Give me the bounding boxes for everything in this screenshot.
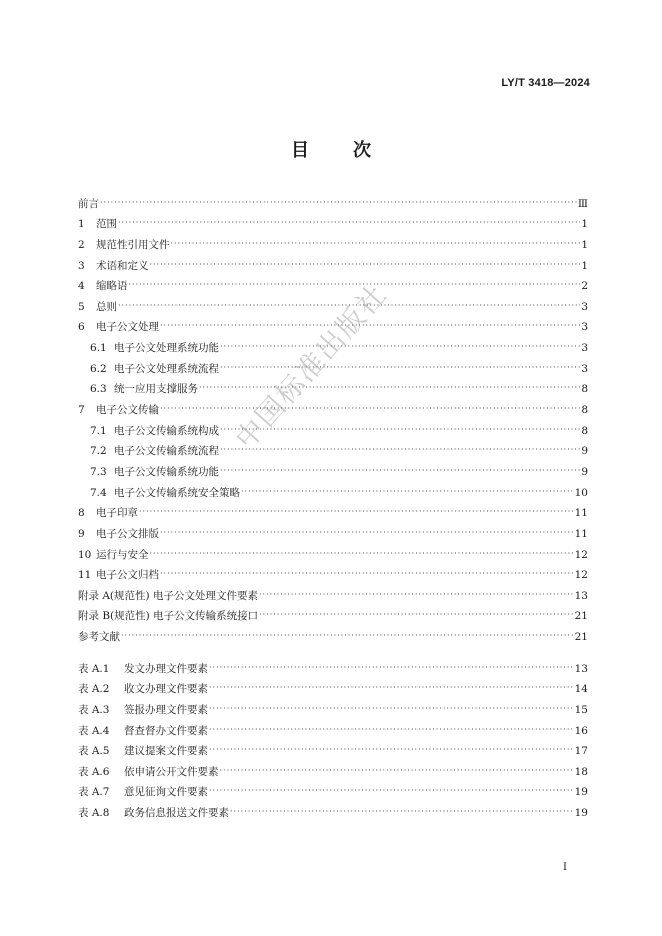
dot-leader	[259, 588, 574, 602]
title-char-1: 目	[291, 140, 309, 161]
entry-number: 6	[78, 321, 85, 334]
dot-leader	[220, 764, 574, 778]
entry-page: 1	[581, 218, 588, 231]
entry-number: 9	[78, 527, 85, 540]
entry-number: 8	[78, 507, 85, 520]
entry-page: 2	[581, 280, 588, 293]
toc-entry[interactable]	[78, 211, 588, 232]
dot-leader	[209, 661, 574, 675]
entry-title: 电子公文处理系统功能	[114, 342, 219, 355]
entry-number: 7.3	[90, 465, 107, 478]
entry-number: 6.1	[90, 342, 107, 355]
dot-leader	[230, 805, 574, 819]
dot-leader	[118, 299, 580, 313]
dot-leader	[121, 629, 574, 643]
entry-number: 表 A.3	[78, 703, 110, 716]
dot-leader	[171, 237, 581, 251]
entry-title: 督查督办文件要素	[124, 724, 208, 737]
entry-page: 13	[574, 589, 588, 602]
entry-page: 12	[574, 569, 588, 582]
entry-page: 15	[574, 703, 588, 716]
entry-number: 表 A.7	[78, 786, 110, 799]
dot-leader	[160, 319, 580, 333]
entry-number: 1	[78, 218, 85, 231]
toc-entry[interactable]	[78, 252, 588, 273]
entry-number: 表 A.2	[78, 683, 110, 696]
entry-number: 表 A.4	[78, 724, 110, 737]
dot-leader	[220, 361, 580, 375]
entry-title: 附录 A(规范性) 电子公文处理文件要素	[78, 589, 258, 602]
entry-page: 3	[581, 342, 588, 355]
entry-page: 3	[581, 300, 588, 313]
dot-leader	[160, 526, 574, 540]
entry-number: 2	[78, 238, 85, 251]
entry-number: 表 A.1	[78, 662, 110, 675]
entry-title: 缩略语	[96, 280, 128, 293]
toc-entry[interactable]	[78, 458, 588, 479]
entry-page: 12	[574, 548, 588, 561]
entry-page: 16	[574, 724, 588, 737]
dot-leader	[139, 505, 574, 519]
entry-page: 19	[574, 807, 588, 820]
dot-leader	[209, 784, 574, 798]
toc-entry[interactable]	[78, 603, 588, 624]
toc-entry[interactable]	[78, 293, 588, 314]
toc-entry[interactable]	[78, 231, 588, 252]
table-of-contents	[78, 190, 588, 644]
toc-entry[interactable]	[78, 479, 588, 500]
toc-entry[interactable]	[78, 623, 588, 644]
entry-title: 参考文献	[78, 631, 120, 644]
entry-page: 8	[581, 383, 588, 396]
dot-leader	[100, 196, 577, 210]
entry-page: 21	[574, 610, 588, 623]
entry-page: 8	[581, 404, 588, 417]
dot-leader	[160, 402, 580, 416]
list-of-tables	[78, 655, 588, 820]
entry-title: 术语和定义	[96, 259, 149, 272]
page-number: I	[563, 862, 567, 873]
dot-leader	[220, 443, 580, 457]
entry-number: 5	[78, 300, 85, 313]
table-list-entry[interactable]	[78, 779, 588, 800]
toc-entry[interactable]	[78, 500, 588, 521]
entry-title: 电子公文传输系统功能	[114, 465, 219, 478]
entry-title: 电子印章	[96, 507, 138, 520]
entry-number: 10	[78, 548, 92, 561]
dot-leader	[199, 381, 580, 395]
entry-title: 意见征询文件要素	[124, 786, 208, 799]
dot-leader	[209, 723, 574, 737]
entry-number: 表 A.8	[78, 807, 110, 820]
table-list-entry[interactable]	[78, 717, 588, 738]
toc-entry[interactable]	[78, 376, 588, 397]
toc-entry[interactable]	[78, 417, 588, 438]
entry-number: 6.3	[90, 383, 107, 396]
entry-title: 电子公文传输系统流程	[114, 445, 219, 458]
entry-title: 规范性引用文件	[96, 238, 170, 251]
table-list-entry[interactable]	[78, 738, 588, 759]
entry-number: 7.4	[90, 486, 107, 499]
entry-title: 总则	[96, 300, 117, 313]
entry-number: 表 A.6	[78, 765, 110, 778]
toc-entry[interactable]	[78, 355, 588, 376]
toc-entry[interactable]	[78, 582, 588, 603]
table-list-entry[interactable]	[78, 696, 588, 717]
table-list-entry[interactable]	[78, 758, 588, 779]
entry-page: 3	[581, 321, 588, 334]
dot-leader	[209, 681, 574, 695]
entry-number: 6.2	[90, 362, 107, 375]
entry-number: 表 A.5	[78, 745, 110, 758]
dot-leader	[220, 464, 580, 478]
entry-title: 收文办理文件要素	[124, 683, 208, 696]
entry-number: 11	[78, 569, 92, 582]
toc-entry[interactable]	[78, 314, 588, 335]
toc-entry[interactable]	[78, 562, 588, 583]
entry-page: 17	[574, 745, 588, 758]
dot-leader	[150, 258, 581, 272]
entry-title: 附录 B(规范性) 电子公文传输系统接口	[78, 610, 259, 623]
watermark: 中国标准出版社	[228, 277, 394, 456]
page-title	[0, 136, 662, 162]
entry-page: 3	[581, 362, 588, 375]
entry-page: 9	[581, 445, 588, 458]
dot-leader	[209, 743, 574, 757]
entry-page: 8	[581, 424, 588, 437]
table-list-entry[interactable]	[78, 676, 588, 697]
dot-leader	[220, 423, 580, 437]
entry-title: 范围	[96, 218, 117, 231]
entry-page: 19	[574, 786, 588, 799]
dot-leader	[259, 608, 574, 622]
entry-title: 电子公文排版	[96, 527, 159, 540]
entry-page: 14	[574, 683, 588, 696]
dot-leader	[129, 278, 581, 292]
entry-page: 9	[581, 465, 588, 478]
dot-leader	[118, 216, 580, 230]
entry-page: 21	[574, 631, 588, 644]
entry-page: Ⅲ	[577, 197, 588, 210]
entry-title: 统一应用支撑服务	[114, 383, 198, 396]
dot-leader	[150, 547, 574, 561]
entry-page: 1	[581, 259, 588, 272]
entry-page: 10	[574, 486, 588, 499]
standard-number: LY/T 3418—2024	[501, 77, 590, 89]
toc-entry[interactable]	[78, 190, 588, 211]
entry-title: 建议提案文件要素	[124, 745, 208, 758]
toc-entry[interactable]	[78, 273, 588, 294]
entry-title: 签报办理文件要素	[124, 703, 208, 716]
entry-number: 7.2	[90, 445, 107, 458]
entry-number: 4	[78, 280, 85, 293]
title-char-2: 次	[353, 140, 371, 161]
toc-entry[interactable]	[78, 396, 588, 417]
entry-number: 3	[78, 259, 85, 272]
dot-leader	[241, 485, 574, 499]
entry-title: 政务信息报送文件要素	[124, 807, 229, 820]
entry-title: 电子公文传输系统构成	[114, 424, 219, 437]
entry-page: 18	[574, 765, 588, 778]
entry-number: 7.1	[90, 424, 107, 437]
entry-title: 电子公文传输	[96, 404, 159, 417]
entry-title: 发文办理文件要素	[124, 662, 208, 675]
entry-title: 电子公文处理系统流程	[114, 362, 219, 375]
table-list-entry[interactable]	[78, 655, 588, 676]
entry-title: 前言	[78, 197, 99, 210]
entry-title: 电子公文归档	[96, 569, 159, 582]
entry-page: 11	[574, 507, 588, 520]
entry-page: 13	[574, 662, 588, 675]
toc-entry[interactable]	[78, 334, 588, 355]
entry-title: 电子公文传输系统安全策略	[114, 486, 240, 499]
entry-page: 1	[581, 238, 588, 251]
dot-leader	[209, 702, 574, 716]
dot-leader	[220, 340, 580, 354]
toc-entry[interactable]	[78, 520, 588, 541]
entry-number: 7	[78, 404, 85, 417]
entry-title: 运行与安全	[96, 548, 149, 561]
dot-leader	[160, 567, 574, 581]
toc-entry[interactable]	[78, 438, 588, 459]
entry-title: 依申请公开文件要素	[124, 765, 219, 778]
toc-entry[interactable]	[78, 541, 588, 562]
table-list-entry[interactable]	[78, 799, 588, 820]
entry-title: 电子公文处理	[96, 321, 159, 334]
entry-page: 11	[574, 527, 588, 540]
